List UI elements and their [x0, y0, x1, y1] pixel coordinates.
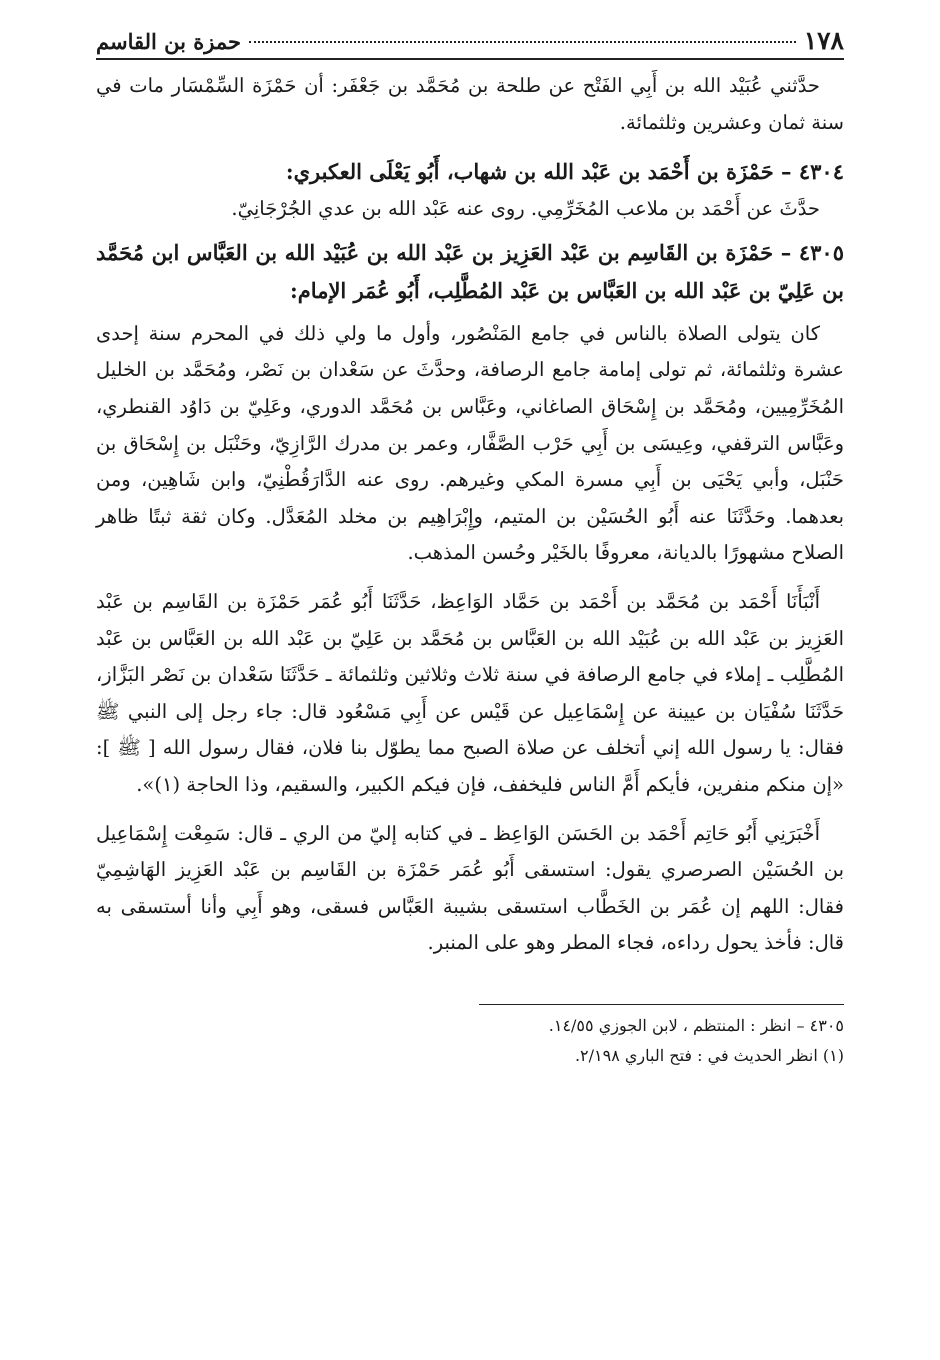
entry-4305-heading: ٤٣٠٥ – حَمْزَة بن القَاسِم بن عَبْد العَزِيز بن عَبْد الله بن عُبَيْد الله بن العَبَّاس ابن مُحَمَّد بن عَلِيّ بن عَبْد الله بن العَبَّاس بن عَبْد المُطَّلِب، أَبُو عُمَر الإمام:: [96, 239, 844, 303]
footnote-rule: [479, 1004, 844, 1005]
header-dot-leader: [249, 41, 796, 43]
entry-4305-biography: كان يتولى الصلاة بالناس في جامع المَنْصُور، وأول ما ولي ذلك في المحرم سنة إحدى عشرة وثلثمائة، ثم تولى إمامة جامع الرصافة، وحدَّثَ عن سَعْدان بن نَصْر، ومُحَمَّد بن الخليل المُخَرِّمِيين، ومُحَمَّد بن إِسْحَاق الصاغاني، وعَبَّاس بن مُحَمَّد الدوري، وعَلِيّ بن دَاوُد القنطري، وعَبَّاس الترقفي، وعِيسَى بن أَبِي حَرْب الصَّفَّار، وعمر بن مدرك الرَّازِيّ، وحَنْبَل بن إِسْحَاق بن حَنْبَل، وأبي يَحْيَى بن أَبِي مسرة المكي وغيرهم. روى عنه الدَّارَقُطْنِيّ، وابن شَاهِين، ومن بعدهما. وحَدَّثَنَا عنه أَبُو الحُسَيْن بن المتيم، وإِبْرَاهِيم بن مخلد المُعَدَّل. وكان ثقة ثبتًا ظاهر الصلاح مشهورًا بالديانة، معروفًا بالخَيْر وحُسن المذهب.: [96, 321, 844, 565]
entry-4305-rain-prayer: أَخْبَرَنِي أَبُو حَاتِم أَحْمَد بن الحَسَن الوَاعِظ ـ في كتابه إليّ من الري ـ قال: سَمِعْت إِسْمَاعِيل بن الحُسَيْن الصرصري يقول: استسقى أَبُو عُمَر حَمْزَة بن القَاسِم بن عَبْد العَزِيز الهَاشِمِيّ فقال: اللهم إن عُمَر بن الخَطَّاب استسقى بشيبة العَبَّاس فسقى، وهو أَبِي وأنا أستسقى به قال: فأخذ يحول رداءه، فجاء المطر وهو على المنبر.: [96, 821, 844, 955]
page-header: [96, 26, 844, 60]
entry-4304-heading: ٤٣٠٤ – حَمْزَة بن أَحْمَد بن عَبْد الله بن شهاب، أَبُو يَعْلَى العكبري:: [285, 159, 844, 185]
entry-4305-hadith: أَنْبَأَنَا أَحْمَد بن مُحَمَّد بن أَحْمَد بن حَمَّاد الوَاعِظ، حَدَّثَنَا أَبُو عُمَر حَمْزَة بن القَاسِم بن عَبْد العَزِيز بن عَبْد الله بن عُبَيْد الله بن العَبَّاس بن مُحَمَّد بن عَلِيّ بن عَبْد الله بن العَبَّاس بن عَبْد المُطَّلِب ـ إملاء في جامع الرصافة في سنة ثلاث وثلاثين وثلثمائة ـ حَدَّثَنَا سَعْدان بن نَصْر البَزَّاز، حَدَّثَنَا سُفْيَان بن عيينة عن إِسْمَاعِيل عن قَيْس عن أَبِي مَسْعُود قال: جاء رجل إلى النبي ﷺ فقال: يا رسول الله إني أتخلف عن صلاة الصبح مما يطوّل بنا فلان، فقال رسول الله [ ﷺ ]: «إن منكم منفرين، فأيكم أَمَّ الناس فليخفف، فإن فيكم الكبير، والسقيم، وذا الحاجة (١)».: [96, 589, 844, 796]
footnotes: [96, 1004, 844, 1071]
footnote-4305: ٤٣٠٥ – انظر : المنتظم ، لابن الجوزي ١٤/٥٥.: [548, 1015, 844, 1035]
running-title: حمزة بن القاسم: [96, 29, 241, 54]
footnote-1: (١) انظر الحديث في : فتح الباري ٢/١٩٨.: [574, 1045, 844, 1065]
paragraph-samsar-death: حدَّثني عُبَيْد الله بن أَبِي الفَتْح عن طلحة بن مُحَمَّد بن جَعْفَر: أن حَمْزَة السِّمْسَار مات في سنة ثمان وعشرين وثلثمائة.: [96, 74, 844, 134]
entry-4304-text: حدَّثَ عن أَحْمَد بن ملاعب المُخَرِّمِي. روى عنه عَبْد الله بن عدي الجُرْجَانِيّ.: [231, 197, 820, 221]
page-number: ١٧٨: [803, 26, 844, 55]
